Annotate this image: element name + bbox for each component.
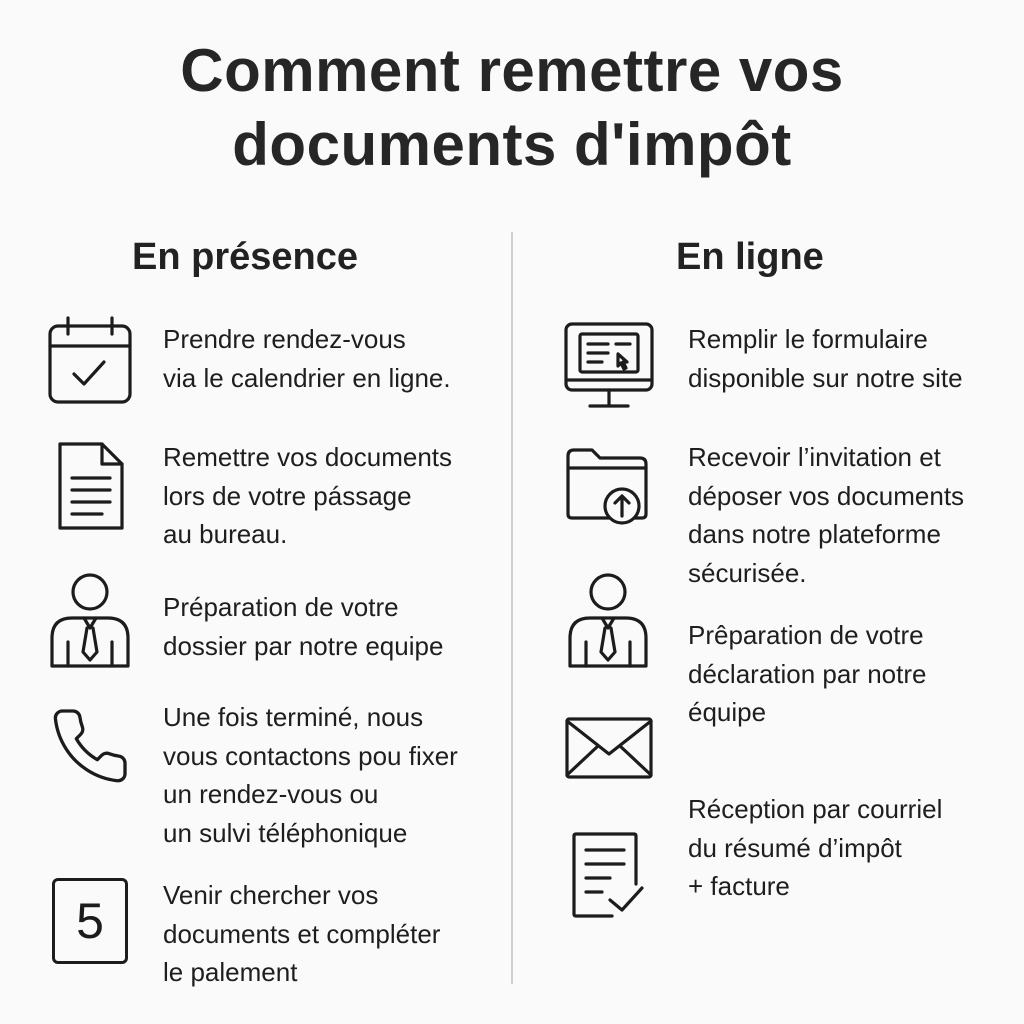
page-title-line-2: documents d'impôt [232,111,792,178]
in-person-step-5: Venir chercher vos documents et compléter le palement [163,880,441,987]
online-step-2: Recevoir l’invitation et déposer vos documents dans notre plateforme sécurisée. [688,442,965,588]
number-five-icon: 5 [52,878,128,964]
online-step-1: Remplir le formulaire disponible sur notre site [688,324,963,393]
phone-icon [48,704,132,788]
page-title-line-1: Comment remettre vos [180,37,844,104]
in-person-step-4: Une fois terminé, nous vous contactons pou fixer un rendez-vous ou un sulvi téléphonique [163,702,458,848]
in-person-heading: En présence [132,236,358,278]
online-step-5: Réception par courriel du résumé d’impôt + facture [688,794,943,901]
folder-upload-icon [564,446,650,528]
in-person-step-3: Préparation de votre dossier par notre equipe [163,592,444,661]
document-icon [56,440,126,532]
person-icon [48,572,132,668]
page-title [0,34,1024,182]
online-heading: En ligne [676,236,824,278]
column-divider [511,232,513,984]
online-step-3: Prêparation de votre déclaration par notre équipe [688,620,927,727]
person-icon [566,572,650,668]
in-person-step-1: Prendre rendez-vous via le calendrier en ligne. [163,324,451,393]
document-check-icon [570,830,646,920]
envelope-icon [564,716,654,780]
in-person-step-2: Remettre vos documents lors de votre pássage au bureau. [163,442,453,549]
monitor-form-icon [562,320,656,412]
calendar-check-icon [46,316,134,408]
